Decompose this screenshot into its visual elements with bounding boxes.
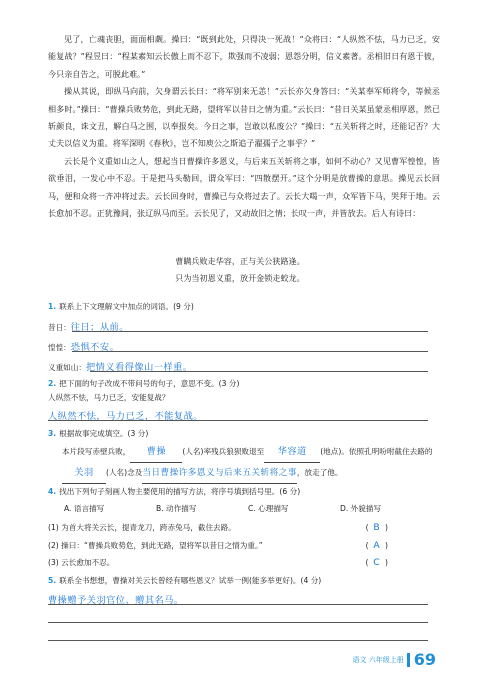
q5-answer[interactable]: 曹操赠予关羽官位、赠其名马。 bbox=[48, 595, 184, 606]
q3-text: ，放走了他。 bbox=[296, 468, 343, 477]
q3-fill-in bbox=[48, 442, 440, 484]
q4-option: C. 心理描写 bbox=[248, 504, 289, 513]
question-1 bbox=[48, 301, 440, 312]
answer-line bbox=[48, 622, 428, 623]
question-4 bbox=[48, 486, 440, 497]
question-number: 1. bbox=[48, 302, 57, 311]
q3-blank-reason[interactable]: 当日曹操许多恩义与后来五关斩将之事 bbox=[142, 463, 297, 484]
question-number: 2. bbox=[48, 379, 57, 388]
q3-text: (地点)。依照孔明吩咐截住去路的 bbox=[320, 447, 433, 456]
answer-line bbox=[72, 331, 428, 332]
q1-item-label: 惶惶： bbox=[48, 343, 71, 352]
q3-text: (人名)率残兵狼狈败退至 bbox=[182, 447, 265, 456]
passage-paragraph: 云长是个义重如山之人，想起当日曹操许多恩义，与后来五关斩将之事，如何不动心？又见曹军惶惶，皆欲垂泪，一发心中不忍。于是把马头勒回，谓众军曰：“四散摆开。”这个分明是放曹操的意思。操见云长回马，便和众将一齐冲将过去。云长回身时，曹操已与众将过去了。云长大喝一声，众军皆下马，哭拜于地。云长愈加不忍。正犹豫间，张辽纵马而至。云长见了，又动故旧之情；长叹一声，并皆放去。后人有诗曰： bbox=[48, 155, 440, 219]
q4-answer[interactable]: A bbox=[373, 540, 381, 551]
q4-answer[interactable]: C bbox=[373, 557, 381, 568]
question-text: 根据故事完成填空。(3 分) bbox=[59, 429, 149, 438]
answer-line bbox=[48, 604, 428, 605]
q3-text: 本片段写赤壁兵败， bbox=[62, 447, 131, 456]
q4-item bbox=[48, 540, 440, 551]
q3-blank-person[interactable]: 曹操 bbox=[130, 442, 182, 463]
q4-item-text: (1) 为首大将关云长，提青龙刀，跨赤兔马，截住去路。 bbox=[48, 523, 236, 532]
poem-line: 曹瞒兵败走华容，正与关公狭路逢。 bbox=[175, 256, 305, 266]
q4-item bbox=[48, 557, 440, 568]
q4-options bbox=[48, 503, 440, 514]
q1-item-label: 义重如山： bbox=[48, 363, 86, 372]
q4-item-text: (3) 云长愈加不忍。 bbox=[48, 558, 115, 567]
question-3 bbox=[48, 428, 440, 439]
question-5 bbox=[48, 575, 440, 586]
q4-item bbox=[48, 522, 440, 533]
q1-item-answer[interactable]: 恐惧不安。 bbox=[70, 342, 120, 353]
page-footer bbox=[353, 650, 437, 669]
reading-passage bbox=[48, 31, 440, 222]
q1-item-label: 昔日： bbox=[48, 323, 71, 332]
passage-paragraph: 见了，亡魂丧胆，面面相觑。操曰：“既到此处，只得决一死战！”众将曰：“人纵然不怯，马力已乏，安能复战？”程昱曰：“程某素知云长傲上而不忍下，欺强而不凌弱；恩怨分明，信义素著。丞相旧日有恩于彼，今只亲自告之，可脱此难。” bbox=[48, 34, 440, 79]
q4-answer-paren: ( A ) bbox=[365, 540, 388, 551]
q3-text: (人名)念及 bbox=[106, 468, 143, 477]
q4-answer[interactable]: B bbox=[373, 522, 381, 533]
q1-item-answer[interactable]: 把情义看得像山一样重。 bbox=[85, 362, 193, 373]
question-number: 4. bbox=[48, 487, 57, 496]
answer-line bbox=[72, 351, 428, 352]
poem-line: 只为当初恩义重，放开金锁走蛟龙。 bbox=[175, 273, 305, 283]
question-number: 5. bbox=[48, 576, 57, 585]
question-text: 找出下列句子刻画人物主要使用的描写方法，将序号填到括号里。(6 分) bbox=[59, 487, 301, 496]
q2-answer[interactable]: 人纵然不怯，马力已乏，不能复战。 bbox=[48, 411, 203, 422]
q3-blank-general[interactable]: 关羽 bbox=[62, 463, 106, 484]
q4-option: A. 语言描写 bbox=[64, 504, 105, 513]
question-text: 联系上下文理解文中加点的词语。(9 分) bbox=[59, 302, 194, 311]
question-text: 把下面的句子改成不带问号的句子，意思不变。(3 分) bbox=[59, 379, 240, 388]
q4-option: D. 外貌描写 bbox=[340, 504, 382, 513]
poem bbox=[0, 253, 480, 287]
question-2 bbox=[48, 378, 440, 389]
q4-answer-paren: ( B ) bbox=[365, 522, 388, 533]
question-text: 联系全书想想，曹操对关云长曾经有哪些恩义？试举一例(能多举更好)。(4 分) bbox=[59, 576, 322, 585]
q4-item-text: (2) 操曰：“曹操兵败势危，到此无路，望将军以昔日之情为重。” bbox=[48, 541, 263, 550]
page-number: 69 bbox=[413, 650, 436, 669]
answer-line bbox=[48, 420, 428, 421]
answer-line bbox=[48, 640, 428, 641]
q4-answer-paren: ( C ) bbox=[365, 557, 388, 568]
q4-option: B. 动作描写 bbox=[156, 504, 197, 513]
q3-blank-place[interactable]: 华容道 bbox=[264, 442, 320, 463]
footer-divider bbox=[407, 653, 410, 667]
q1-item-answer[interactable]: 往日；从前。 bbox=[70, 322, 129, 333]
answer-line bbox=[90, 371, 428, 372]
question-number: 3. bbox=[48, 429, 57, 438]
q2-sentence: 人纵然不怯，马力已乏，安能复战？ bbox=[48, 393, 170, 402]
passage-paragraph: 操从其说，即纵马向前，欠身谓云长曰：“将军别来无恙！”云长亦欠身答曰：“关某奉军师将令，等候丞相多时。”操曰：“曹操兵败势危，到此无路，望将军以昔日之情为重。”云长曰：“昔日关某虽蒙丞相厚恩，然已斩颜良，诛文丑，解白马之围，以奉报矣。今日之事，岂敢以私废公？”操曰：“五关斩将之时，还能记否？大丈夫以信义为重。将军深明《春秋》，岂不知庾公之斯追子濯孺子之事乎？” bbox=[48, 86, 440, 149]
footer-label: 语文 六年级上册 bbox=[352, 655, 404, 664]
